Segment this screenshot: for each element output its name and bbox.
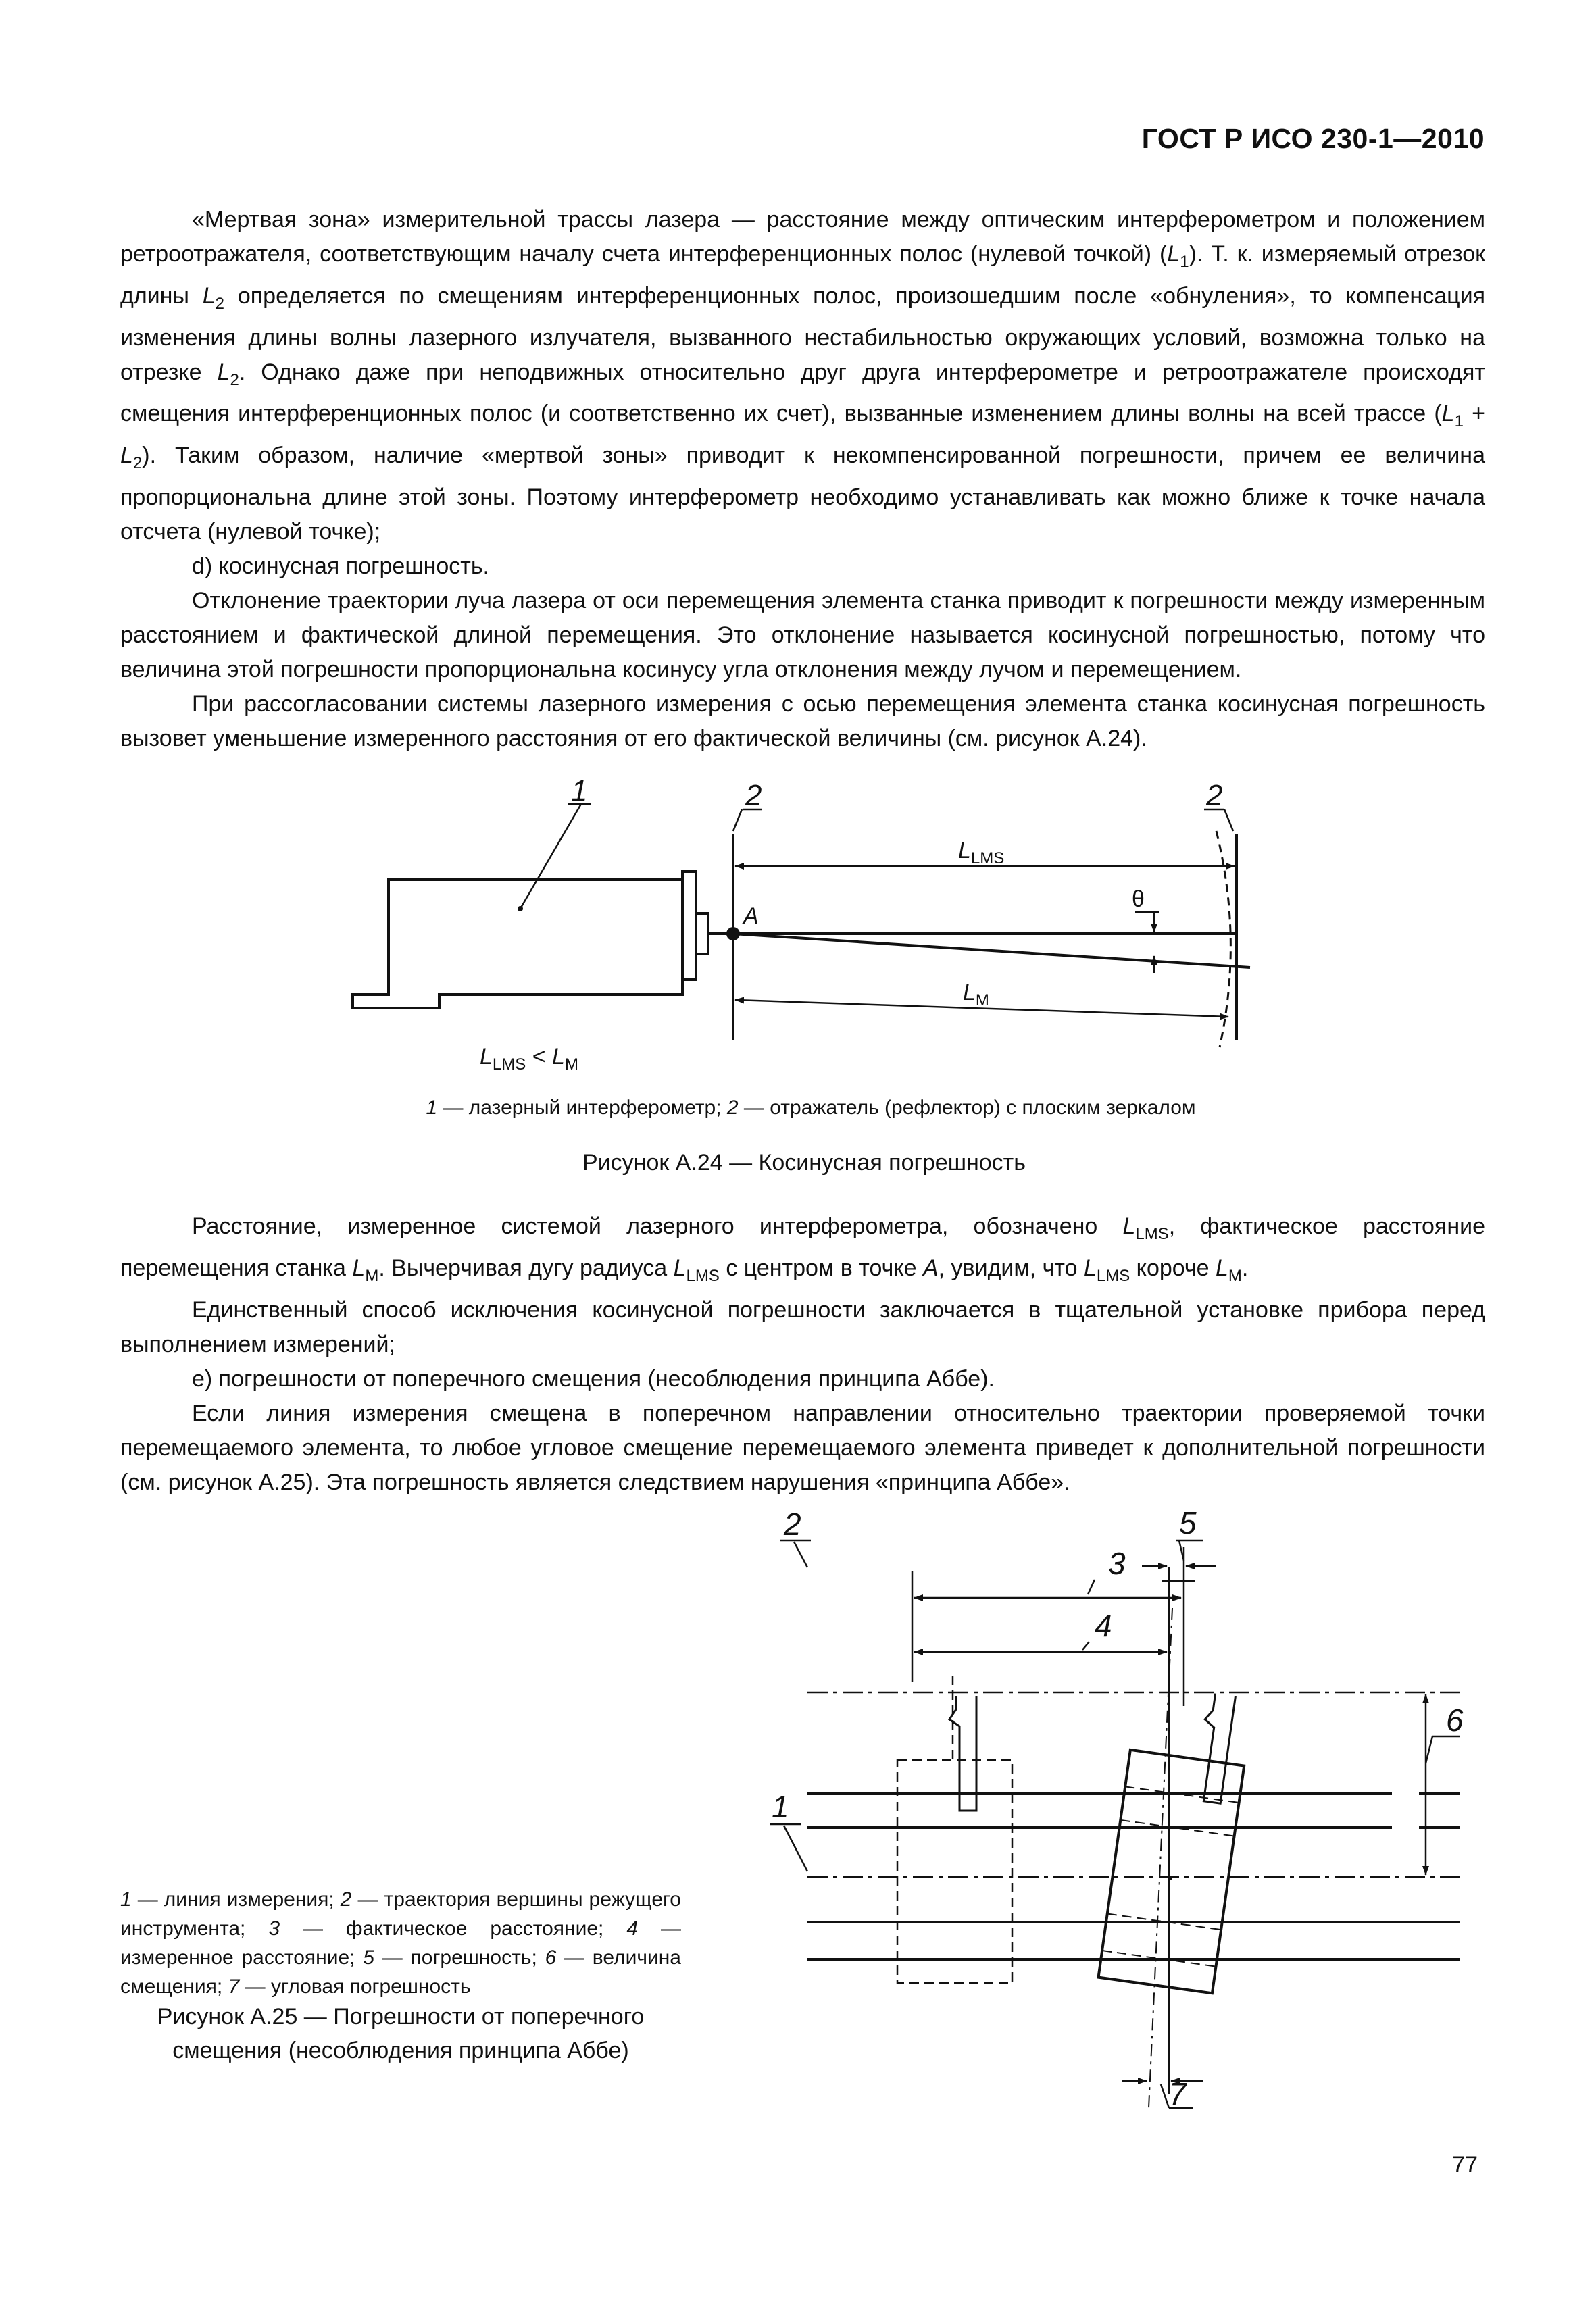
label-2a: 2 bbox=[745, 779, 762, 812]
leader-1 bbox=[784, 1826, 807, 1871]
interferometer-flange bbox=[682, 872, 696, 980]
paragraph-only-way: Единственный способ исключения косинусной погрешности заключается в тщательной установке прибора перед выполнением измерений; bbox=[120, 1297, 1485, 1357]
leader-1 bbox=[520, 804, 581, 909]
paragraph-misalignment: При рассогласовании системы лазерного измерения с осью перемещения элемента станка косинусная погрешность вызовет уменьшение измеренного расстояния от его фактической величины (см. рисунок А.24). bbox=[120, 690, 1485, 751]
label-1: 1 bbox=[571, 774, 588, 807]
figure-a25-diagram bbox=[743, 1486, 1487, 2135]
paragraph-dead-zone: «Мертвая зона» измерительной трассы лазера — расстояние между оптическим интерферометром и положением ретроотражателя, соответствующим началу счета интерференционных полос (нулевой точкой) $(L_1)$. Т. к. измеряемый отрезок длины $L_2$ определяется по смещениям интерференционных полос, произошедшим после «обнуления», то компенсация изменения длины волны лазерного излучателя, вызванного нестабильностью окружающих условий, возможна только на отрезке $L_2$. Однако даже при неподвижных относительно друг друга интерферометре и ретроотражателе происходят смещения интерференционных полос (и соответственно их счет), вызванные изменением длины волны на всей трассе $(L_1 + L_2)$. Таким образом, наличие «мертвой зоны» приводит к некомпенсированной погрешности, причем ее величина пропорциональна длине этой зоны. Поэтому интерферометр необходимо устанавливать как можно ближе к точке начала отсчета (нулевой точке); bbox=[120, 207, 1486, 545]
label-4: 4 bbox=[1095, 1608, 1112, 1643]
document-header: ГОСТ Р ИСО 230-1—2010 bbox=[1141, 123, 1485, 154]
figure-a24-diagram bbox=[338, 763, 1284, 1088]
text-block-1 bbox=[120, 203, 1485, 756]
label-2: 2 bbox=[784, 1507, 801, 1542]
figure-a24-caption: Рисунок А.24 — Косинусная погрешность bbox=[582, 1150, 1026, 1176]
label-lm: $L_M$ bbox=[963, 980, 989, 1009]
leader-6 bbox=[1426, 1736, 1432, 1763]
leader-7 bbox=[1161, 2084, 1169, 2108]
label-2b: 2 bbox=[1206, 779, 1223, 812]
interferometer-body bbox=[353, 880, 682, 1008]
label-3: 3 bbox=[1108, 1546, 1126, 1581]
label-a: A bbox=[743, 903, 759, 929]
leader-2b bbox=[1224, 809, 1233, 831]
theta-symbol: θ bbox=[1132, 886, 1145, 912]
text-block-2 bbox=[120, 1209, 1485, 1500]
label-5: 5 bbox=[1179, 1505, 1197, 1540]
label-7: 7 bbox=[1169, 2076, 1187, 2111]
paragraph-abbe: Если линия измерения смещена в поперечном направлении относительно траектории проверяемой точки перемещаемого элемента, то любое угловое смещение перемещаемого элемента приведет к дополнительной погрешности (см. рисунок А.25). Эта погрешность является следствием нарушения «принципа Аббе». bbox=[120, 1400, 1485, 1495]
paragraph-cosine-heading: d) косинусная погрешность. bbox=[192, 553, 490, 579]
page-number: 77 bbox=[1452, 2152, 1478, 2178]
paragraph-cosine-deviation: Отклонение траектории луча лазера от оси перемещения элемента станка приводит к погрешности между измеренным расстоянием и фактической длиной перемещения. Это отклонение называется косинусной погрешностью, потому что величина этой погрешности пропорциональна косинусу угла отклонения между лучом и перемещением. bbox=[120, 587, 1485, 682]
caption-line-2: смещения (несоблюдения принципа Аббе) bbox=[172, 2038, 629, 2063]
paragraph-lms-vs-lm: Расстояние, измеренное системой лазерного интерферометра, обозначено $L_{LMS}$, фактическое расстояние перемещения станка $L_M$. Вычерчивая дугу радиуса $L_{LMS}$ с центром в точке A, увидим, что $L_{LMS}$ короче $L_M$. bbox=[120, 1213, 1485, 1285]
inequality-label: $L_{LMS} < L_M$ bbox=[480, 1044, 578, 1074]
paragraph-abbe-heading: е) погрешности от поперечного смещения (несоблюдения принципа Аббе). bbox=[192, 1365, 995, 1392]
figure-a24-legend: 1 — лазерный интерферометр; 2 — отражатель (рефлектор) с плоским зеркалом bbox=[426, 1097, 1196, 1119]
leader-2a bbox=[733, 809, 742, 831]
point-a bbox=[726, 927, 740, 940]
caption-line-1: Рисунок А.25 — Погрешности от поперечного bbox=[157, 2004, 645, 2030]
label-6: 6 bbox=[1446, 1703, 1464, 1738]
figure-a25-legend: 1 — линия измерения; 2 — траектория вершины режущего инструмента; 3 — фактическое расстояние; 4 — измеренное расстояние; 5 — погрешность; 6 — величина смещения; 7 — угловая погрешность bbox=[120, 1888, 681, 1998]
figure-a25-caption bbox=[120, 2000, 681, 2067]
label-1: 1 bbox=[772, 1789, 789, 1824]
leader-2 bbox=[794, 1542, 807, 1567]
label-llms: $L_{LMS}$ bbox=[958, 838, 1005, 867]
laser-beam-deviated bbox=[733, 934, 1250, 967]
